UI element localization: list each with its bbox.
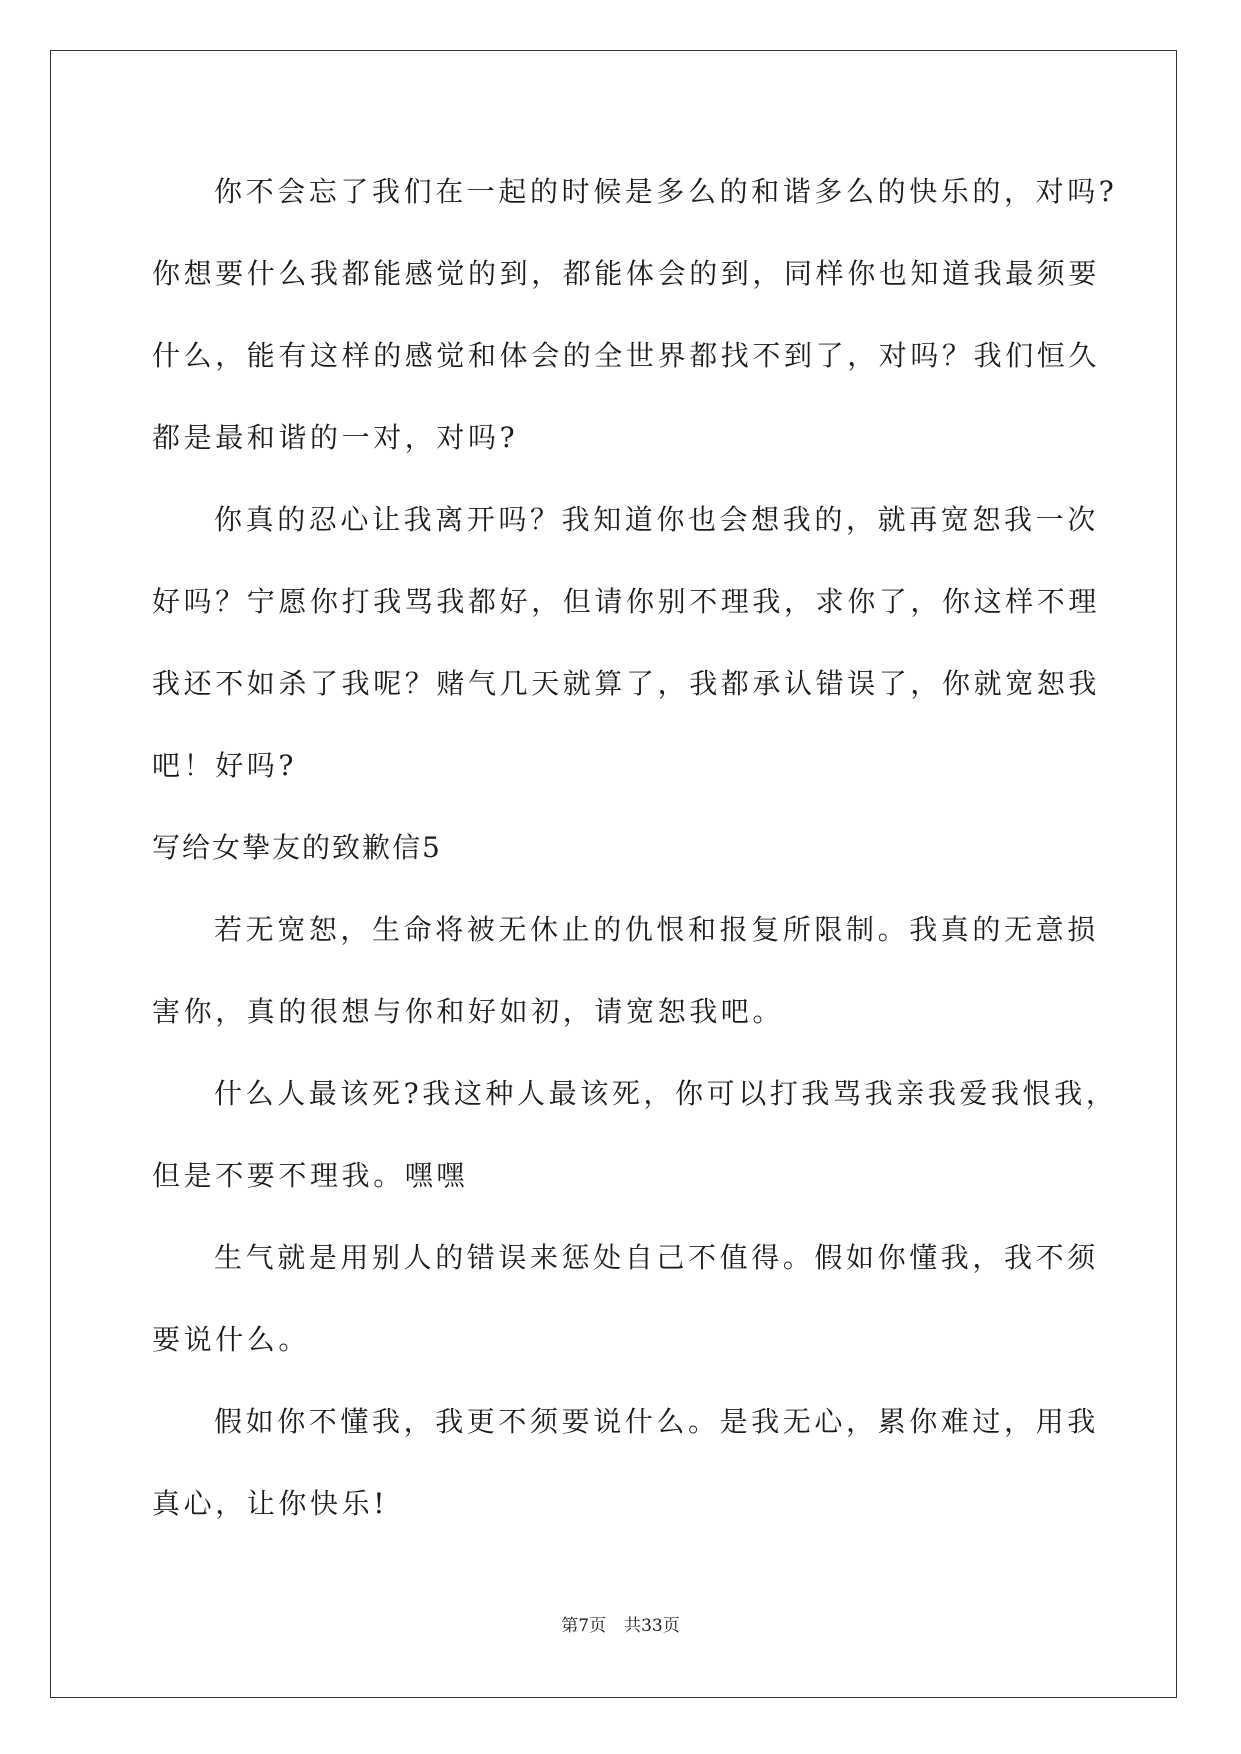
section-heading: 写给女挚友的致歉信5 xyxy=(152,831,442,864)
paragraph-line: 若无宽恕，生命将被无休止的仇恨和报复所限制。我真的无意损 xyxy=(214,913,1099,946)
paragraph-line: 好吗？宁愿你打我骂我都好，但请你别不理我，求你了，你这样不理 xyxy=(152,585,1101,618)
paragraph-line: 吧！好吗? xyxy=(152,749,298,782)
paragraph-line: 假如你不懂我，我更不须要说什么。是我无心，累你难过，用我 xyxy=(214,1405,1099,1438)
page-border xyxy=(50,50,1177,1698)
paragraph-line: 你真的忍心让我离开吗？我知道你也会想我的，就再宽恕我一次 xyxy=(214,503,1099,536)
paragraph-line: 什么人最该死?我这种人最该死，你可以打我骂我亲我爱我恨我， xyxy=(214,1077,1118,1110)
paragraph-line: 都是最和谐的一对，对吗? xyxy=(152,421,519,454)
paragraph-line: 我还不如杀了我呢？赌气几天就算了，我都承认错误了，你就宽恕我 xyxy=(152,667,1101,700)
paragraph-line: 但是不要不理我。嘿嘿 xyxy=(152,1159,469,1192)
page-total: 共33页 xyxy=(624,1616,680,1636)
paragraph-line: 真心，让你快乐! xyxy=(152,1487,389,1520)
paragraph-line: 生气就是用别人的错误来惩处自己不值得。假如你懂我，我不须 xyxy=(214,1241,1099,1274)
paragraph-line: 害你，真的很想与你和好如初，请宽恕我吧。 xyxy=(152,995,785,1028)
paragraph-line: 你不会忘了我们在一起的时候是多么的和谐多么的快乐的，对吗? xyxy=(214,175,1118,208)
paragraph-line: 要说什么。 xyxy=(152,1323,311,1356)
paragraph-line: 你想要什么我都能感觉的到，都能体会的到，同样你也知道我最须要 xyxy=(152,257,1101,290)
page-number: 第7页 xyxy=(561,1616,607,1636)
page-footer xyxy=(0,1614,1241,1638)
paragraph-line: 什么，能有这样的感觉和体会的全世界都找不到了，对吗？我们恒久 xyxy=(152,339,1101,372)
